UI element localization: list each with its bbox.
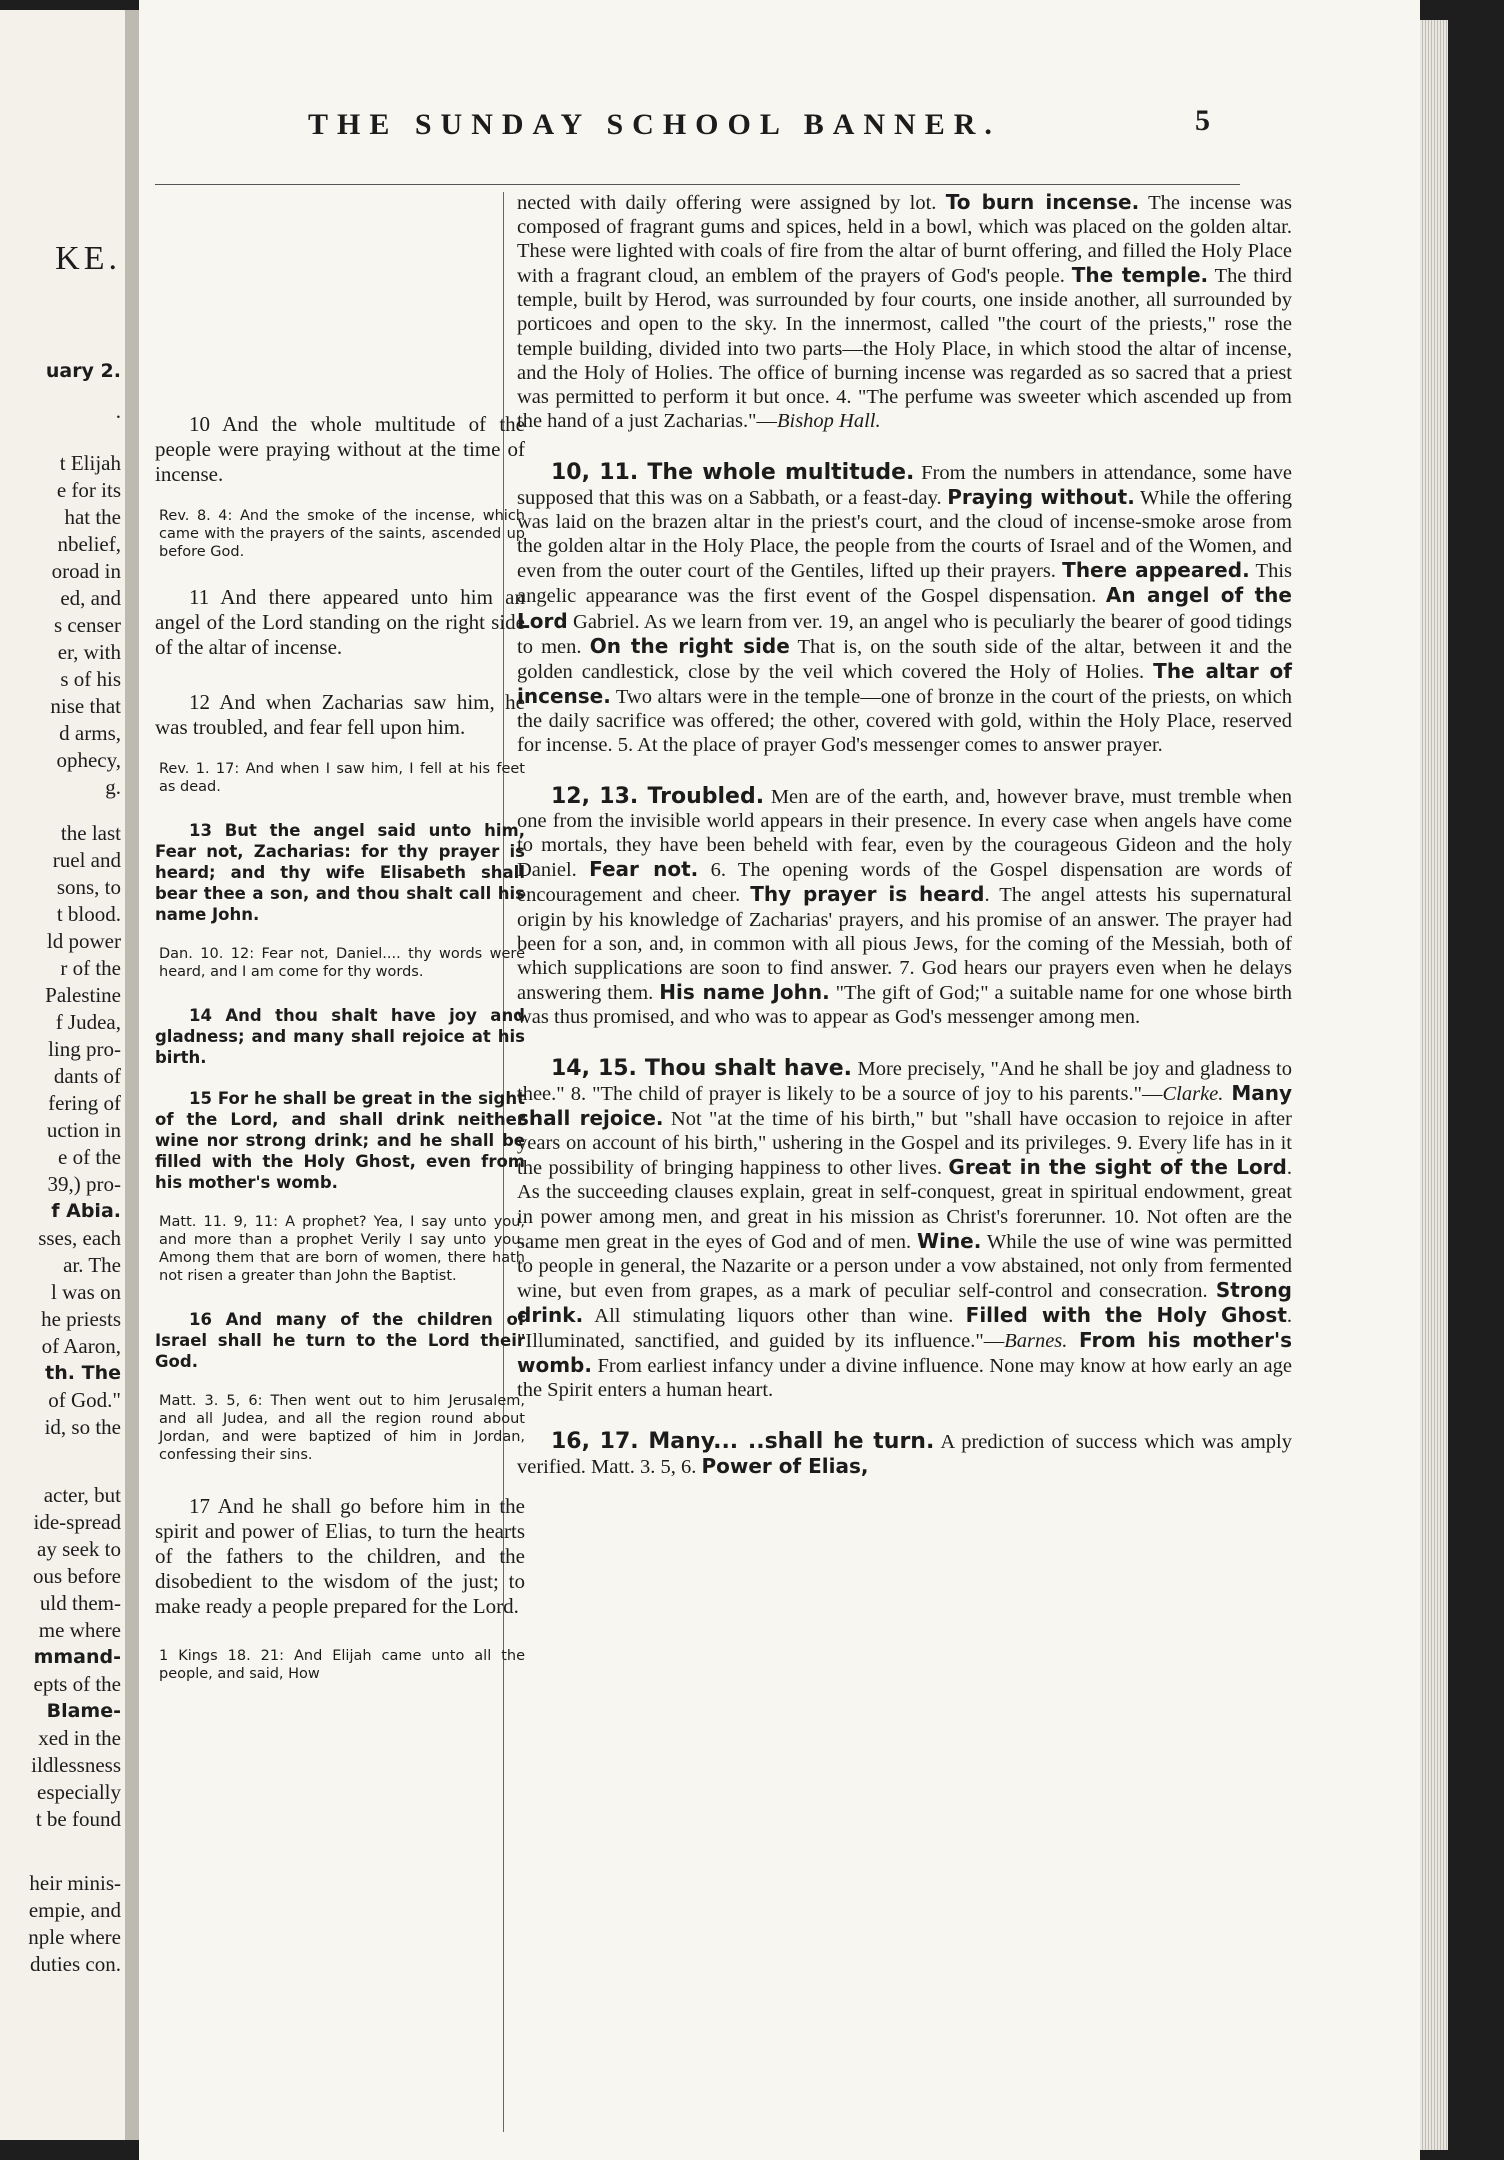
note-text: . "Illuminated, sanctified, and guided by its influence."— <box>517 1304 1293 1353</box>
note-text: A prediction of success which was amply verified. Matt. 3. 5, 6. <box>517 1431 1292 1479</box>
left-page-fragment: me where <box>38 1618 121 1642</box>
left-page-fragment: th. The <box>45 1362 121 1384</box>
reference-16: Matt. 3. 5, 6: Then went out to him Jerusalem, and all Judea, and all the region round about Jordan, and were baptized of him in Jordan, confessing their sins. <box>159 1393 525 1463</box>
left-page-fragment: . <box>115 399 121 423</box>
left-page-fragment: t be found <box>35 1807 121 1831</box>
note-keyword: There appeared. <box>1062 558 1250 583</box>
note-heading: 12, 13. Troubled. <box>551 784 765 810</box>
note-keyword: Many shall rejoice. <box>517 1081 1292 1131</box>
left-page-fragment: ildlessness <box>31 1753 121 1777</box>
left-page-fragment: ophecy, <box>56 748 121 772</box>
left-page-fragment: uary 2. <box>45 360 121 382</box>
left-page-fragment: heir minis- <box>29 1871 121 1895</box>
note-text: The third temple, built by Herod, was surrounded by four courts, one inside another, all surrounded by porticoes and open to the sky. In the innermost, called "the court of the priests," rose the temple building, divided into two parts—the Holy Place, in which stood the altar of incense, and the Holy of Holies. The office of burning incense was regarded as so sacred that a priest was permitted to perform it but once. 4. "The perfume was sweeter which ascended up from the hand of a just Zacharias."— <box>517 265 1293 432</box>
left-page-fragment: ar. The <box>63 1253 121 1277</box>
left-page-fragment: of Aaron, <box>41 1334 121 1358</box>
note-heading: 16, 17. Many... ..shall he turn. <box>551 1429 935 1455</box>
reference-17: 1 Kings 18. 21: And Elijah came unto all the people, and said, How <box>159 1648 525 1682</box>
note-keyword: On the right side <box>589 633 790 658</box>
left-page-fragment: er, with <box>57 640 121 664</box>
left-page-fragment: s of his <box>60 667 121 691</box>
note-citation: Barnes. <box>1004 1330 1068 1353</box>
left-page-sliver <box>0 10 139 2140</box>
note-text: The incense was composed of fragrant gums and spices, held in a bowl, which was placed on the golden altar. These were lighted with coals of fire from the altar of burnt offering, and filled the Holy Place with a fragrant cloud, an emblem of the prayers of God's people. <box>517 192 1292 288</box>
left-page-fragment: epts of the <box>33 1672 121 1696</box>
left-page-fragment: empie, and <box>28 1898 121 1922</box>
left-page-fragment: f Judea, <box>55 1010 121 1034</box>
verse-10: 10 And the whole multitude of the people were praying without at the time of incense. <box>155 412 525 486</box>
note-text: Gabriel. As we learn from ver. 19, an angel who is peculiarly the bearer of good tidings to men. <box>517 610 1292 658</box>
note-keyword: An angel of the Lord <box>517 583 1292 633</box>
reference-12: Rev. 1. 17: And when I saw him, I fell at his feet as dead. <box>159 761 525 795</box>
left-page-fragment: nple where <box>28 1925 121 1949</box>
left-page-fragment: l was on <box>51 1280 121 1304</box>
page-number: 5 <box>1195 104 1210 137</box>
left-page-fragment: duties con. <box>30 1952 121 1976</box>
left-page-fragment: ld power <box>46 929 121 953</box>
note-keyword: From his mother's womb. <box>517 1328 1293 1378</box>
note-keyword: Great in the sight of the Lord <box>948 1155 1287 1180</box>
page-title: THE SUNDAY SCHOOL BANNER. <box>308 108 1001 141</box>
left-page-fragment: e for its <box>56 478 121 502</box>
left-page-fragment: he priests <box>41 1307 121 1331</box>
note-heading: 14, 15. Thou shalt have. <box>551 1056 853 1081</box>
note-text: From earliest infancy under a divine influence. None may know at how early an age the Spirit enters a human heart. <box>517 1355 1292 1402</box>
left-page-fragment: uction in <box>46 1118 121 1142</box>
left-page-fragment: of God." <box>48 1388 121 1412</box>
verse-16: 16 And many of the children of Israel shall he turn to the Lord their God. <box>155 1310 525 1371</box>
note-keyword: Power of Elias, <box>701 1454 869 1479</box>
left-page-fragment: ling pro- <box>48 1037 121 1061</box>
left-page-fragment: oroad in <box>51 559 121 583</box>
left-page-fragment: the last <box>60 821 121 845</box>
left-page-fragment: t Elijah <box>59 451 121 475</box>
verse-14: 14 And thou shalt have joy and gladness; and many shall rejoice at his birth. <box>155 1006 525 1067</box>
left-page-fragment: id, so the <box>44 1415 121 1439</box>
note-text: . As the succeeding clauses explain, great in self-conquest, great in spiritual endowment, great in power among men, and great in his mission as Christ's forerunner. 10. Not often are the same men great in the eyes of God and of men. <box>517 1157 1293 1253</box>
note-text: Two altars were in the temple—one of bronze in the court of the priests, on which the daily sacrifice was offered; the other, covered with gold, within the Holy Place, reserved for incense. 5. At the place of prayer God's messenger comes to answer prayer. <box>517 685 1292 756</box>
left-page-fragment: especially <box>37 1780 121 1804</box>
left-page-fragment: ay seek to <box>37 1537 121 1561</box>
left-page-fragment: hat the <box>64 505 121 529</box>
note-text: . The angel attests his supernatural origin by his knowledge of Zacharias' prayers, and his promise of an answer. The prayer had been for a son, and, in common with all pious Jews, for the coming of the Messiah, both of which supplications are soon to find answer. 7. God hears our prayers even when he delays answering them. <box>517 884 1292 1004</box>
note-text: nected with daily offering were assigned by lot. <box>517 192 946 214</box>
note-continued <box>517 190 1292 433</box>
note-keyword: Filled with the Holy Ghost <box>965 1302 1287 1327</box>
note-text: From the numbers in attendance, some have supposed that this was on a Sabbath, or a feast-day. <box>517 461 1293 510</box>
note-keyword: The altar of incense. <box>517 658 1292 708</box>
left-page-fragment: ed, and <box>60 586 121 610</box>
note-keyword: Fear not. <box>589 857 699 882</box>
left-page-fragment: fering of <box>48 1091 121 1115</box>
left-page-fragment: KE. <box>55 240 121 277</box>
left-page-fragment: e of the <box>58 1145 121 1169</box>
left-page-fragment: f Abia. <box>51 1200 121 1222</box>
note-keyword: To burn incense. <box>945 190 1140 214</box>
note-citation: Bishop Hall. <box>776 409 881 432</box>
left-page-fragment: mmand- <box>33 1646 121 1668</box>
left-page-fragment: dants of <box>53 1064 121 1088</box>
note-text: That is, on the south side of the altar, between it and the golden candlestick, close by the veil which covered the Holy of Holies. <box>517 635 1292 683</box>
note-text: While the use of wine was permitted to people in general, the Nazarite or a person under a vow abstained, not only from fermented wine, but even from grapes, as a mark of peculiar self-control and consecration. <box>517 1230 1293 1302</box>
commentary-column <box>517 190 1292 1508</box>
note-10-11 <box>517 461 1292 757</box>
left-page-fragment: ide-spread <box>33 1510 121 1534</box>
left-page-fragment: t blood. <box>56 902 121 926</box>
note-text: While the offering was laid on the brazen altar in the priest's court, and the cloud of incense-smoke arose from the golden altar in the Holy Place, the people from the courts of Israel and of the Women, and even from the outer court of the Gentiles, lifted up their prayers. <box>517 487 1292 583</box>
page-edge <box>1420 20 1448 2150</box>
note-heading: 10, 11. The whole multitude. <box>551 459 915 485</box>
left-page-fragment: g. <box>105 775 121 799</box>
left-page-fragment: d arms, <box>59 721 121 745</box>
note-keyword: The temple. <box>1071 263 1209 288</box>
note-text: All stimulating liquors other than wine. <box>583 1304 966 1327</box>
reference-15: Matt. 11. 9, 11: A prophet? Yea, I say unto you, and more than a prophet Verily I say unto you, Among them that are born of women, there hath not risen a greater than John the Baptist. <box>159 1214 525 1284</box>
note-keyword: Thy prayer is heard <box>750 882 985 907</box>
note-text: This angelic appearance was the first event of the Gospel dispensation. <box>517 560 1292 608</box>
note-text: More precisely, "And he shall be joy and gladness to thee." 8. "The child of prayer is likely to be a source of joy to his parents."— <box>517 1058 1292 1106</box>
left-page-fragment: Blame- <box>46 1700 121 1722</box>
note-text: "The gift of God;" a suitable name for one whose birth was thus promised, and who was to appear as God's messenger among men. <box>517 981 1293 1028</box>
left-page-fragment: 39,) pro- <box>47 1172 121 1196</box>
note-text: Men are of the earth, and, however brave, must tremble when one from the invisible world appears in their presence. In every case when angels have come to mortals, they have been beheld with fear, even by the courageous Gideon and the holy Daniel. <box>517 786 1293 882</box>
note-14-15 <box>517 1057 1292 1402</box>
left-page-fragment: nise that <box>50 694 121 718</box>
verse-12: 12 And when Zacharias saw him, he was troubled, and fear fell upon him. <box>155 690 525 739</box>
left-page-fragment: r of the <box>60 956 121 980</box>
note-12-13 <box>517 785 1292 1029</box>
left-page-fragment: s censer <box>53 613 121 637</box>
note-keyword: Praying without. <box>947 485 1135 510</box>
verse-11: 11 And there appeared unto him an angel of the Lord standing on the right side of the altar of incense. <box>155 585 525 659</box>
left-page-fragment: sons, to <box>56 875 121 899</box>
left-page-fragment: acter, but <box>43 1483 121 1507</box>
note-16-17 <box>517 1430 1292 1479</box>
note-text: Not "at the time of his birth," but "shall have occasion to rejoice in after years on account of his birth," ushering in the Gospel and its privileges. 9. Every life has in it the possibility of bringing happiness to other lives. <box>517 1108 1292 1180</box>
scripture-column <box>155 412 525 1707</box>
note-keyword: Wine. <box>917 1228 982 1253</box>
note-citation: Clarke. <box>1162 1083 1224 1106</box>
left-page-fragment: nbelief, <box>57 532 121 556</box>
note-keyword: Strong drink. <box>517 1277 1292 1327</box>
header-rule <box>155 184 1240 185</box>
note-text: 6. The opening words of the Gospel dispensation are words of encouragement and cheer. <box>517 859 1292 907</box>
left-page-fragment: ruel and <box>52 848 121 872</box>
note-keyword: His name John. <box>659 979 830 1004</box>
verse-13: 13 But the angel said unto him, Fear not, Zacharias: for thy prayer is heard; and thy wife Elisabeth shall bear thee a son, and thou shalt call his name John. <box>155 821 525 924</box>
left-page-fragment: Palestine <box>45 983 121 1007</box>
reference-10: Rev. 8. 4: And the smoke of the incense, which came with the prayers of the saints, ascended up before God. <box>159 508 525 560</box>
reference-13: Dan. 10. 12: Fear not, Daniel.... thy words were heard, and I am come for thy words. <box>159 946 525 980</box>
left-page-fragment: uld them- <box>39 1591 121 1615</box>
left-page-fragment: sses, each <box>38 1226 121 1250</box>
verse-15: 15 For he shall be great in the sight of the Lord, and shall drink neither wine nor strong drink; and he shall be filled with the Holy Ghost, even from his mother's womb. <box>155 1089 525 1192</box>
left-page-fragment: xed in the <box>38 1726 121 1750</box>
verse-17: 17 And he shall go before him in the spirit and power of Elias, to turn the hearts of the fathers to the children, and the disobedient to the wisdom of the just; to make ready a people prepared for the Lord. <box>155 1494 525 1618</box>
left-page-fragment: ous before <box>32 1564 121 1588</box>
